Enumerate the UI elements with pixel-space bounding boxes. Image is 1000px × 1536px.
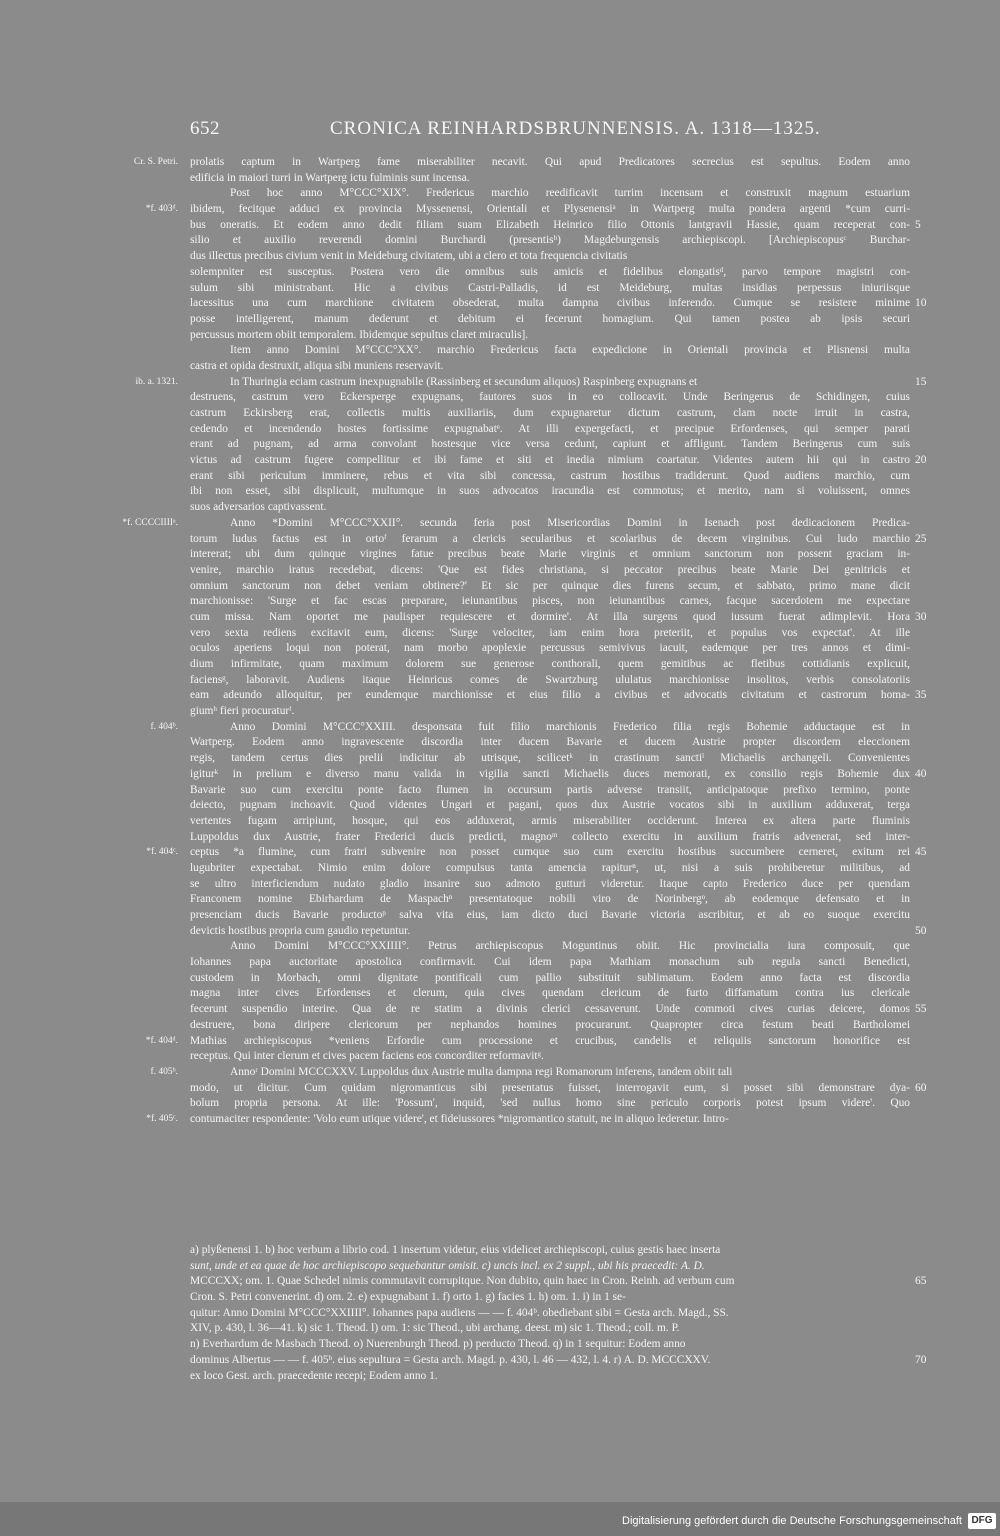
text-line — [190, 814, 910, 830]
line-text: Iohannes papa auctoritate apostolica confirmavit. Cui idem papa Mathiam monachum sub regula sancti Benedicti, — [190, 956, 910, 969]
text-line — [190, 579, 910, 595]
line-text: castra et opida destruxit, aliqua sibi muniens reservavit. — [190, 359, 444, 372]
line-text: lugubriter expectabat. Nimio enim dolore compulsus tanta amencia rapiturⁿ, ut, nisi a suis prohiberetur militibus, ad — [190, 861, 910, 874]
line-number: 5 — [915, 218, 921, 231]
line-text: Annoʳ Domini MCCCXXV. Luppoldus dux Austrie multa dampna regi Romanorum inferens, tandem obiit tali — [230, 1065, 733, 1078]
line-text: posse intelligerent, manum dederunt et debitum ei fecerunt homagium. Qui tamen postea ab ipsis securi — [190, 312, 910, 325]
text-line — [145, 202, 910, 218]
margin-note: *f. 403ᵈ. — [145, 204, 178, 215]
text-line — [190, 171, 910, 187]
margin-note: *f. 404ᵈ. — [145, 1035, 178, 1046]
line-text: bus oneratis. Et eodem anno dedit filiam suam Elizabeth Heinrico filio Ottonis lantgravii Hassie, quam receperat con- — [190, 218, 910, 231]
page-number: 652 — [190, 118, 220, 139]
footnote-text: sunt, unde et ea quae de hoc archiepiscopo sequebantur omisit. c) uncis incl. ex 2 suppl., ubi his praecedit: A. D. — [190, 1259, 705, 1272]
line-text: Anno Domini M°CCC°XXIII. desponsata fuit filio marchionis Frederico filia regis Bohemie adductaque est in — [230, 720, 910, 733]
text-line — [190, 390, 910, 406]
line-text: venire, marchio iratus recedebat, dicens: 'Que est fides christiana, si peccator precibus beate Marie Dei genitricis et — [190, 563, 910, 576]
line-number: 15 — [915, 375, 927, 388]
text-line — [190, 610, 927, 626]
text-line — [190, 908, 910, 924]
line-text: presenciam ducis Bavarie productoᵖ salva vita eius, iam dicto duci Bavarie victoria ascribitur, et ab eo suoque exercitu — [190, 909, 910, 921]
footnote-line — [190, 1353, 927, 1369]
line-text: vero sexta rediens excitavit eum, dicens: 'Surge velociter, iam enim hora preteriit, et populus vos expectat'. At ille — [190, 626, 910, 639]
line-text: In Thuringia eciam castrum inexpugnabile (Rassinberg et secundum aliquos) Raspinberg expugnans et — [230, 375, 698, 388]
text-line — [190, 1018, 910, 1034]
text-line — [190, 281, 910, 297]
dfg-logo: DFG — [968, 1513, 996, 1529]
text-line — [190, 688, 927, 704]
footnote-text: quitur: Anno Domini M°CCC°XXIIII°. Iohannes papa audiens — — f. 404ᵇ. obediebant sibi = Gesta arch. Magd., SS. — [190, 1306, 729, 1319]
text-line — [190, 233, 910, 249]
line-text: Item anno Domini M°CCC°XX°. marchio Fredericus facta expedicione in Orientali provincia et Plisnensi multa — [230, 344, 910, 357]
line-number: 10 — [915, 297, 927, 310]
text-line — [190, 422, 910, 438]
text-line — [190, 453, 927, 469]
line-text: cum missa. Nam oportet me paulisper requiescere et dormire'. At illa surgens quod iussum fuerat adimplevit. Hora — [190, 610, 910, 623]
footnote-text: n) Everhardum de Masbach Theod. o) Nuerenburgh Theod. p) perducto Theod. q) in 1 sequitur: Eodem anno — [190, 1338, 686, 1351]
line-number: 60 — [915, 1081, 927, 1094]
margin-note: f. 404ᵇ. — [150, 721, 178, 732]
line-text: Wartperg. Eodem anno ingravescente discordia inter ducem Bavarie et ducem Austrie propter discordem eleccionem — [190, 736, 910, 749]
line-text: torum ludus factus est in ortoᶠ ferarum a clericis secularibus et scolaribus de decem virginibus. Cui ludo marchio — [190, 532, 910, 545]
margin-note: f. 405ᵇ. — [150, 1066, 178, 1077]
funding-credit: Digitalisierung gefördert durch die Deutsche Forschungsgemeinschaft — [622, 1515, 962, 1527]
line-text: Anno Domini M°CCC°XXIIII°. Petrus archiepiscopus Moguntinus obiit. Hic provincialia iura composuit, que — [230, 940, 910, 953]
text-line — [190, 437, 910, 453]
line-text: devictis hostibus propria cum gaudio repetuntur. — [190, 924, 411, 937]
line-text: intererat; ubi dum quinque virgines fatue precibus beate Marie virginis et omnium sanctorum non possent graciam in- — [190, 548, 910, 561]
text-line — [135, 375, 927, 391]
line-text: prolatis captum in Wartperg fame miserabiliter necavit. Qui apud Predicatores secrecius est sepultus. Eodem anno — [190, 156, 910, 168]
line-text: erant sibi periculum imminere, rebus et vita sibi concessa, castrum hostibus tradiderunt. Quod audiens marchio, cum — [190, 469, 910, 482]
line-text: modo, ut dicitur. Cum quidam nigromanticus sibi presentatus fuisset, interrogavit eum, si posset sibi demonstrare dya- — [190, 1081, 910, 1094]
line-text: Mathias archiepiscopus *veniens Erfordie cum processione et crucibus, candelis et reliquiis sanctorum honorifice est — [190, 1034, 910, 1047]
line-text: faciensᵍ, laboravit. Audiens itaque Heinricus comes de Swartzburg ululatus marchionisse insolitos, verbis consolatoriis — [190, 673, 910, 686]
text-line — [190, 626, 910, 642]
text-line — [190, 328, 910, 344]
margin-note: *f. CCCCIIIIᵃ. — [122, 517, 178, 528]
line-text: ibi non esset, sibi displicuit, multumque in suos advocatos iracundia est commotus; et merito, nam si voluissent, omnes — [190, 485, 910, 498]
line-text: contumaciter respondente: 'Volo eum utique videre', et fideiussores *nigromantico statuit, ne in aliquo lederetur. Intro- — [190, 1112, 729, 1125]
margin-note: ib. a. 1321. — [135, 376, 178, 387]
footnote-line — [190, 1337, 910, 1353]
line-text: destruens, castrum vero Eckersperge expugnans, fautores suos in eo collocavit. Unde Beringerus de Schidingen, cuius — [190, 391, 910, 404]
line-text: receptus. Qui inter clerum et cives pacem faciens eos concorditer reformavitᵍ. — [190, 1050, 544, 1063]
line-number: 25 — [915, 532, 927, 545]
text-line — [190, 563, 910, 579]
running-title: CRONICA REINHARDSBRUNNENSIS. A. 1318—1325. — [330, 118, 821, 139]
text-line — [190, 1096, 910, 1112]
text-line — [122, 516, 910, 532]
line-number: 65 — [915, 1275, 927, 1288]
line-text: lacessitus una cum marchione civitatem obsederat, multa dampna civibus inferendo. Cumque se resistere minime — [190, 297, 910, 310]
line-text: fecerunt suspendio interire. Qua de re statim a divinis clerici cessaverunt. Unde commoti cives curias deicere, domos — [190, 1003, 910, 1016]
footnote-line — [190, 1306, 910, 1322]
footnote-line — [190, 1321, 910, 1337]
page-header — [190, 118, 900, 146]
text-line — [190, 830, 910, 846]
line-text: Luppoldus dux Austrie, frater Frederici ducis predicti, magnoᵐ collecto exercitu in auxilium fratris advenerat, sed inter- — [190, 830, 910, 843]
line-text: se ultro interficiendum nudato gladio insanire suo admoto gutturi videretur. Itaque capto Frederico duce per quendam — [190, 877, 910, 890]
line-text: dus illectus precibus civium venit in Meideburg civitatem, ubi a clero et tota frequencia civitatis — [190, 250, 628, 263]
text-line — [145, 1034, 910, 1050]
text-line — [190, 594, 910, 610]
text-line — [190, 532, 927, 548]
text-line — [190, 751, 910, 767]
text-line — [190, 877, 910, 893]
text-line — [146, 845, 927, 861]
line-text: magna inter cives Erfordenses et clerum, quia cives quendam clericum de furto diffamatum contra ius clericale — [190, 987, 910, 1000]
text-line — [190, 547, 910, 563]
line-text: erant ad pugnam, ad arma convolant hostesque vice versa cedunt, capiunt et affligunt. Tandem Beringerus cum suis — [190, 438, 910, 451]
line-text: Post hoc anno M°CCC°XIX°. Fredericus marchio reedificavit turrim incensam et construxit magnum estuarium — [230, 187, 910, 200]
line-text: cedendo et incendendo hostes fortissime expugnabatᵉ. At illi expergefacti, et precipue Erfordenses, qui semper parati — [190, 422, 910, 435]
line-text: eam adeundo alloquitur, per eundemque marchionisse et eius filio a civibus et advocatis civitatum et castrorum homa- — [190, 689, 910, 702]
text-line — [190, 500, 910, 516]
line-text: igiturᵏ in prelium e diverso manu valida in vigilia sancti Michaelis duces memorati, ex consilio regis Bohemie dux — [190, 767, 910, 780]
text-line — [190, 1081, 927, 1097]
text-line — [133, 155, 910, 171]
footnote-text: ex loco Gest. arch. praecedente recepi; Eodem anno 1. — [190, 1369, 438, 1382]
line-text: edificia in maiori turri in Wartperg ictu fulminis sunt incensa. — [190, 171, 470, 184]
line-text: oculos aperiens loqui non poterat, nam morbo apoplexie percussus semivivus iacuit, eademque per tres annos et dimi- — [190, 642, 910, 655]
text-line — [190, 641, 910, 657]
footnote-text: dominus Albertus — — f. 405ᵇ. eius sepultura = Gesta arch. Magd. p. 430, l. 46 — 432, l. 4. r) A. D. MCCCXXV. — [190, 1353, 711, 1366]
line-text: ibidem, fecitque adduci ex provincia Myssenensi, Orientali et Plysenensiᵃ in Wartperg multa pondera argenti *cum curri- — [190, 203, 910, 216]
text-line — [190, 986, 910, 1002]
line-text: silio et auxilio reverendi domini Burchardi (presentisᵇ) Magdeburgensis archiepiscopi. [Archiepiscopusᶜ Burchar- — [190, 234, 910, 247]
line-text: castrum Eckirsberg erat, collectis multis auxiliariis, dum expugnaretur dictum castrum, clam nocte irruit in castra, — [190, 407, 910, 419]
line-number: 40 — [915, 767, 927, 780]
line-number: 20 — [915, 454, 927, 467]
text-line — [190, 249, 910, 265]
line-text: vertentes fugam arripiunt, hosque, qui eos adduxerat, armis miserabiliter occiderunt. Interea ex altera parte fluminis — [190, 814, 910, 827]
text-line — [150, 1065, 910, 1081]
text-line — [190, 892, 910, 908]
line-text: omnium sanctorum non debet veniam obtinere?' Et sic per quinque dies furens secum, et sabbato, primo mane dicit — [190, 579, 910, 592]
line-text: suos adversarios captivassent. — [190, 501, 327, 514]
text-line — [190, 735, 910, 751]
line-text: bolum propria persona. At ille: 'Possum', inquid, 'sed nullus homo sine periculo corporis potest ipsum videre'. Quo — [190, 1097, 910, 1110]
line-text: deiecto, pugnam inchoavit. Quod videntes Ungari et pagani, quos dux Austrie vocatos sibi in auxilium adduxerat, terga — [190, 799, 910, 812]
text-line — [190, 186, 910, 202]
line-number: 30 — [915, 610, 927, 623]
margin-note: *f. 405ᶜ. — [146, 1113, 178, 1124]
text-line — [190, 955, 910, 971]
line-text: giumʰ fieri procuraturⁱ. — [190, 705, 295, 718]
line-number: 70 — [915, 1353, 927, 1366]
text-line — [190, 343, 910, 359]
text-line — [190, 673, 910, 689]
footnote-line — [190, 1243, 910, 1259]
line-text: victus ad castrum fugere compellitur et ibi fame et siti et inedia nimium coartatur. Videntes autem hii qui in castro — [190, 454, 910, 467]
text-line — [190, 359, 910, 375]
line-text: Bavarie suo cum exercitu ponte facto flumen in occursum partis adverse transiit, anticipatoque prefixo termino, ponte — [190, 783, 910, 796]
footnote-text: Cron. S. Petri convenerint. d) om. 2. e) expugnabant 1. f) orto 1. g) facies 1. h) om. 1. i) in 1 se- — [190, 1291, 626, 1304]
line-text: destruere, bona diripere clericorum per nephandos homines procurarunt. Quapropter circa festum beati Bartholomei — [190, 1018, 910, 1031]
footnote-line — [190, 1369, 910, 1385]
text-line — [146, 1112, 910, 1128]
line-text: custodem in Morbach, omni dignitate pontificali cum pallio substituit sublimatum. Eodem anno facta est discordia — [190, 971, 910, 984]
text-line — [190, 939, 910, 955]
footnote-text: XIV, p. 430, l. 36—41. k) sic 1. Theod. l) om. 1: sic Theod., ubi archang. deest. m) sic 1. Theod.; coll. m. P. — [190, 1322, 680, 1335]
main-text — [122, 155, 927, 1128]
text-line — [150, 720, 910, 736]
line-number: 45 — [915, 846, 927, 859]
line-text: ceptus *a flumine, cum fratri subvenire non posset cumque suo cum exercitu hostibus succumbere cerneret, exitum rei — [190, 846, 910, 859]
line-text: Anno *Domini M°CCC°XXII°. secunda feria post Misericordias Domini in Isenach post dedicacionem Predica- — [230, 516, 910, 529]
text-line — [190, 657, 910, 673]
line-text: marchionisse: 'Surge et fac escas preparare, ieiunantibus pisces, non ieiunantibus carnes, facque sacerdotem me expectare — [190, 595, 910, 608]
footnotes — [190, 1243, 927, 1384]
text-line — [190, 704, 910, 720]
margin-note: Cr. S. Petri. — [133, 157, 178, 167]
text-line — [190, 783, 910, 799]
footnote-line — [190, 1290, 910, 1306]
footer-bar — [0, 1502, 1000, 1536]
text-line — [190, 312, 910, 328]
text-line — [190, 296, 927, 312]
line-text: Franconem nomine Ebirhardum de Maspachⁿ presentatoque nobili viro de Norinbergᵒ, ab eodemque defensato et in — [190, 893, 910, 906]
text-line — [190, 767, 927, 783]
footnote-text: a) plyßenensi 1. b) hoc verbum a librio cod. 1 insertum videtur, eius videlicet archiepiscopi, cuius gestis haec inserta — [190, 1244, 721, 1256]
text-line — [190, 924, 927, 940]
text-line — [190, 484, 910, 500]
footnote-line — [190, 1274, 927, 1290]
line-number: 55 — [915, 1003, 927, 1016]
text-line — [190, 469, 910, 485]
line-number: 35 — [915, 689, 927, 702]
text-line — [190, 1049, 910, 1065]
line-text: sulum sibi ministrabant. Hic a civibus Castri-Palladis, id est Meideburg, multas insidias perpessus iniuriisque — [190, 281, 910, 294]
text-line — [190, 971, 910, 987]
text-line — [190, 406, 910, 422]
text-line — [190, 798, 910, 814]
margin-note: *f. 404ᶜ. — [146, 847, 178, 858]
footnote-text: MCCCXX; om. 1. Quae Schedel nimis commutavit corrupitque. Non dubito, quin haec in Cron. Reinh. ad verbum cum — [190, 1275, 735, 1288]
text-line — [190, 265, 910, 281]
line-number: 50 — [915, 924, 927, 937]
line-text: regis, tandem certus dies prelii indicitur ab utrisque, scilicetᵏ in crastinum sanctiˡ Michaelis archangeli. Convenientes — [190, 752, 910, 765]
text-line — [190, 218, 921, 234]
line-text: percussus mortem obiit temporalem. Ibidemque sepultus claret miraculis]. — [190, 328, 529, 341]
line-text: solempniter est susceptus. Postera vero die omnibus suis amicis et fidelibus elongatisᵈ, parvo tempore magistri con- — [190, 265, 910, 278]
text-line — [190, 861, 910, 877]
footnote-line — [190, 1259, 910, 1275]
text-line — [190, 1002, 927, 1018]
line-text: dium infirmitate, quam maximum dolorem sue generose conthorali, quem gemitibus ac fletibus cottidianis explicuit, — [190, 658, 910, 670]
